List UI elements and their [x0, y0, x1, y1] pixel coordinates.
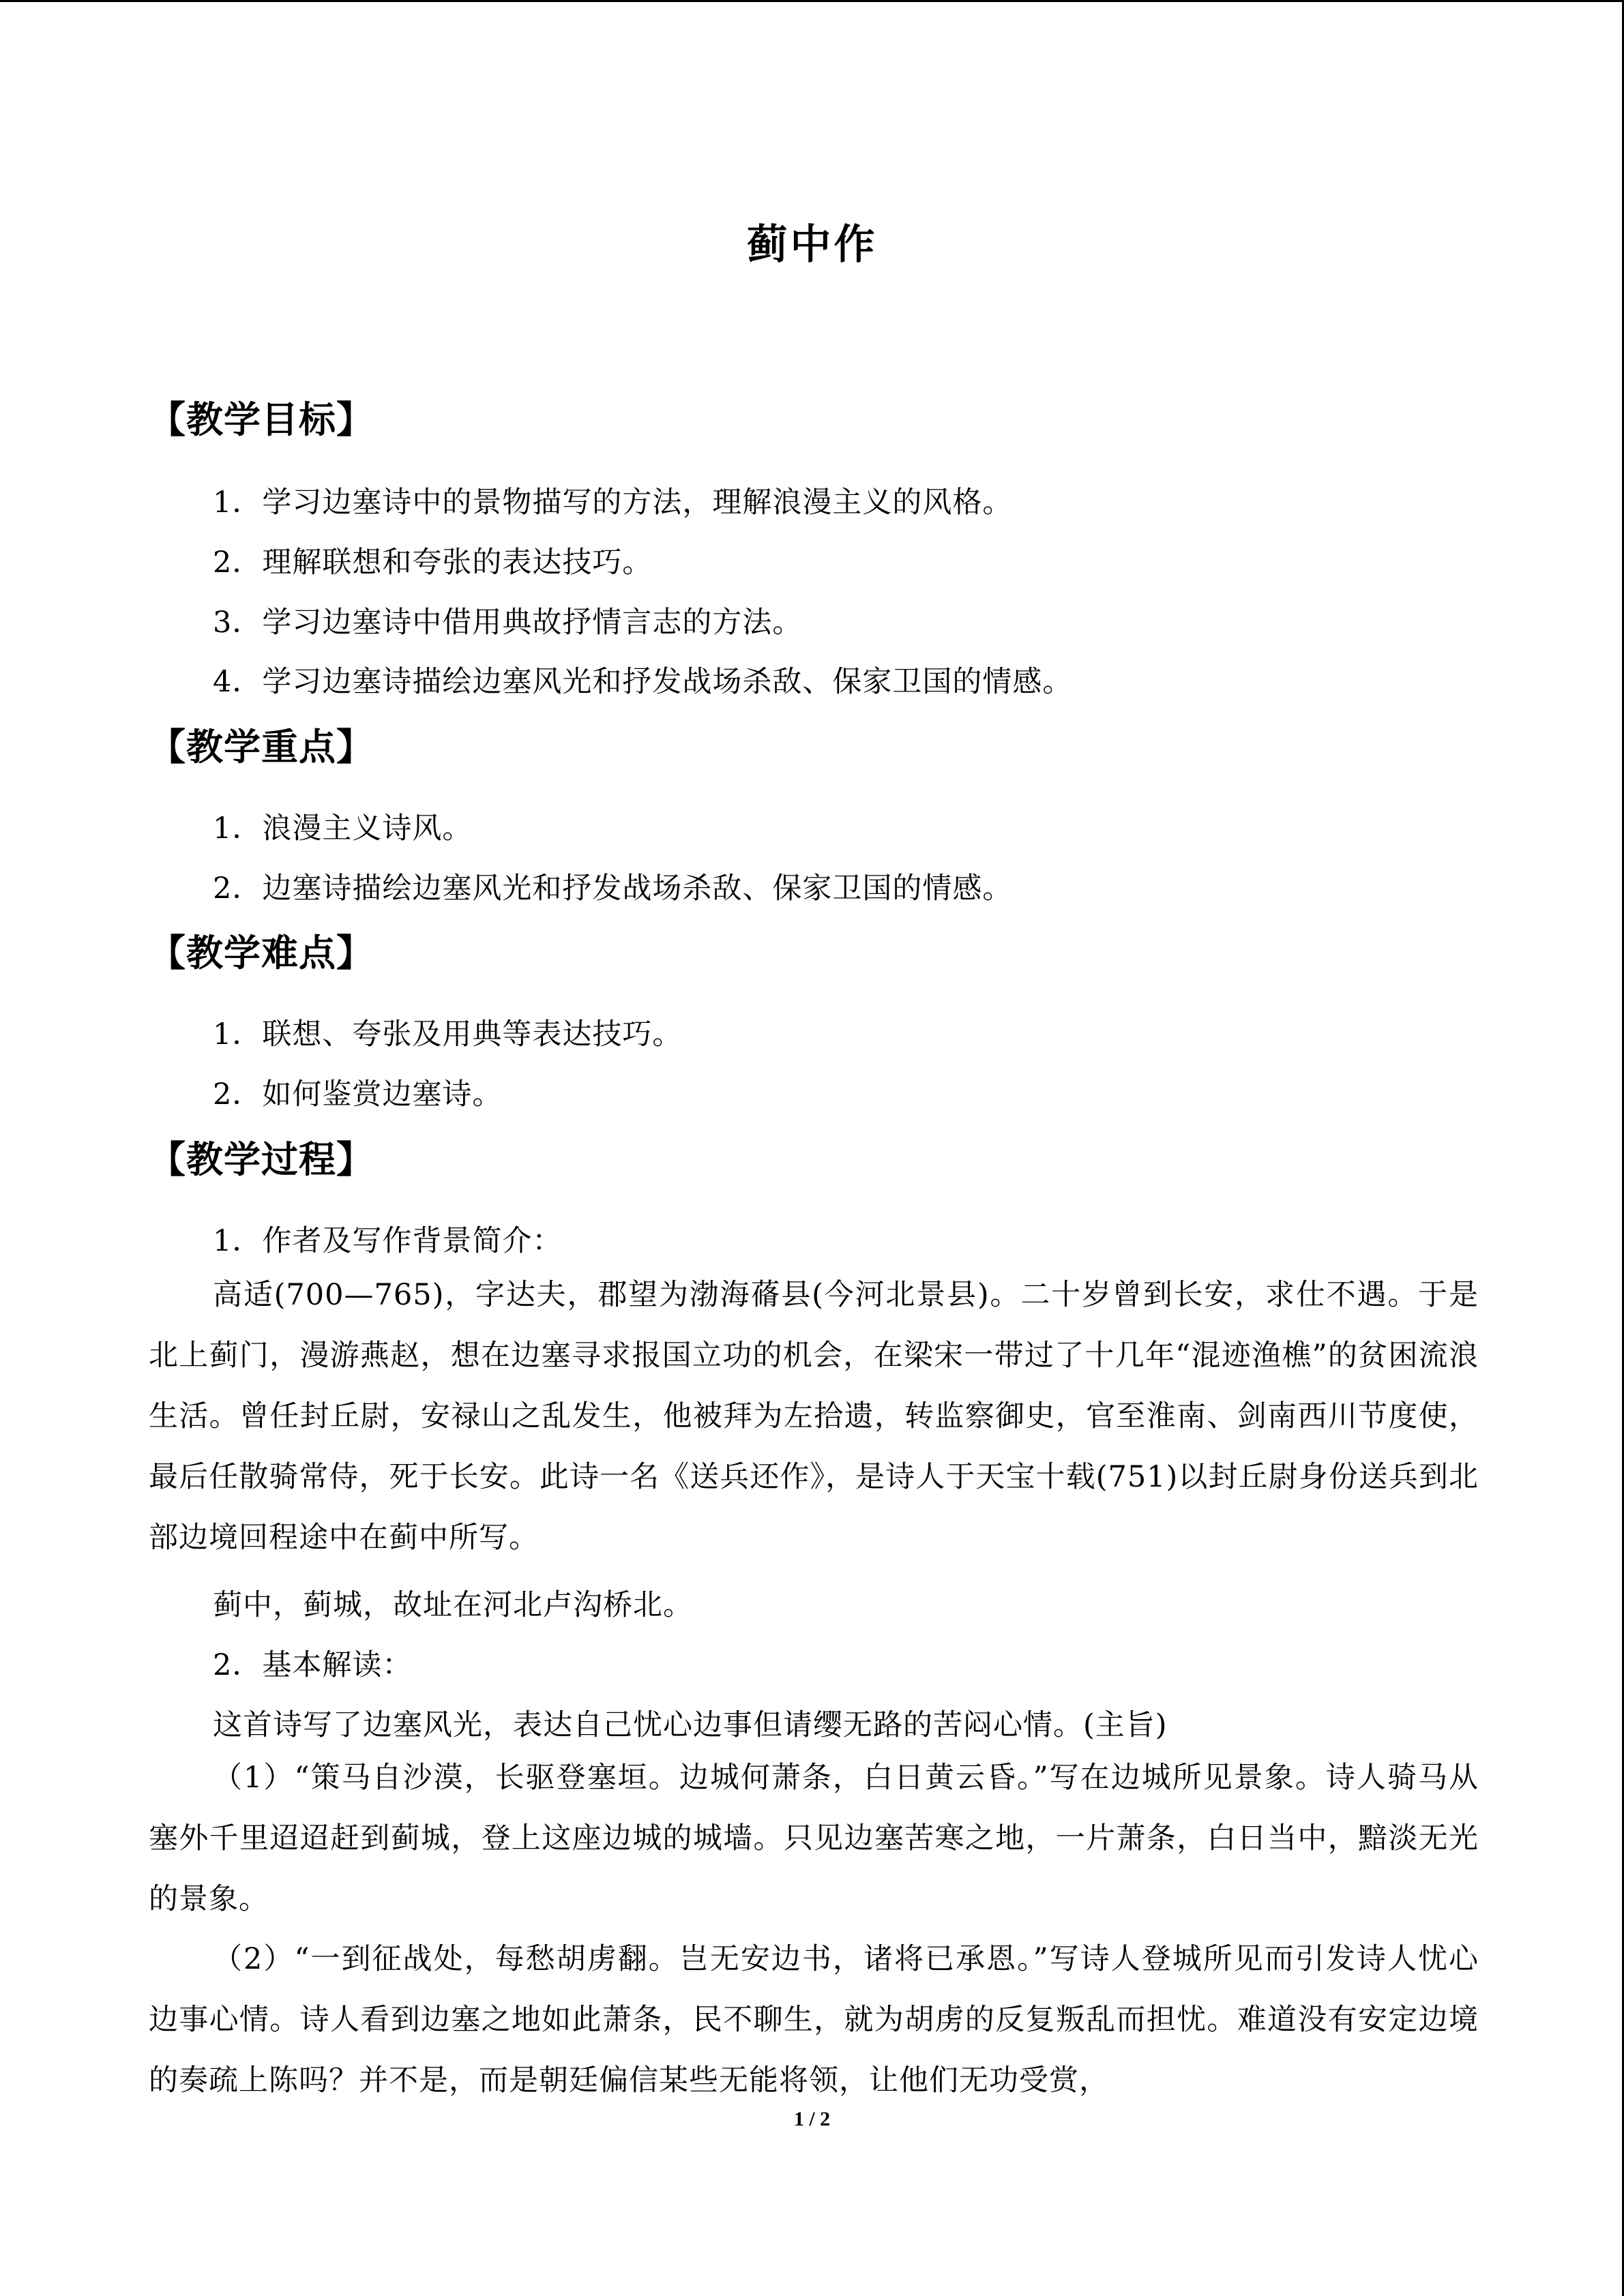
- heading-difficulties: 【教学难点】: [149, 931, 374, 974]
- place-note: 蓟中，蓟城，故址在河北卢沟桥北。: [213, 1588, 693, 1622]
- goal-item: 4．学习边塞诗描绘边塞风光和抒发战场杀敌、保家卫国的情感。: [213, 665, 1073, 699]
- analysis-paragraph-1: （1）“策马自沙漠，长驱登塞垣。边城何萧条，白日黄云昏。”写在边城所见景象。诗人骑马从塞外千里迢迢赶到蓟城，登上这座边城的城墙。只见边塞苦寒之地，一片萧条，白日当中，黯淡无光的景象。: [149, 1761, 1479, 1916]
- difficulty-item: 2．如何鉴赏边塞诗。: [213, 1077, 503, 1112]
- key-point-item: 2．边塞诗描绘边塞风光和抒发战场杀敌、保家卫国的情感。: [213, 871, 1013, 906]
- goal-item: 1．学习边塞诗中的景物描写的方法，理解浪漫主义的风格。: [213, 486, 1013, 520]
- author-bio-paragraph: 高适(700—765)，字达夫，郡望为渤海蓨县(今河北景县)。二十岁曾到长安，求仕不遇。于是北上蓟门，漫游燕赵，想在边塞寻求报国立功的机会，在梁宋一带过了十几年“混迹渔樵”的贫困流浪生活。曾任封丘尉，安禄山之乱发生，他被拜为左拾遗，转监察御史，官至淮南、剑南西川节度使，最后任散骑常侍，死于长安。此诗一名《送兵还作》，是诗人于天宝十载(751)以封丘尉身份送兵到北部边境回程途中在蓟中所写。: [149, 1278, 1479, 1555]
- difficulty-item: 1．联想、夸张及用典等表达技巧。: [213, 1017, 683, 1052]
- heading-teaching-process: 【教学过程】: [149, 1138, 374, 1181]
- page-title: 蓟中作: [746, 221, 878, 269]
- process-step-2: 2．基本解读：: [213, 1648, 413, 1682]
- goal-item: 3．学习边塞诗中借用典故抒情言志的方法。: [213, 606, 803, 640]
- heading-key-points: 【教学重点】: [149, 726, 374, 769]
- theme-statement: 这首诗写了边塞风光，表达自己忧心边事但请缨无路的苦闷心情。(主旨): [213, 1708, 1168, 1742]
- process-step-1: 1．作者及写作背景简介：: [213, 1224, 563, 1258]
- heading-teaching-goals: 【教学目标】: [149, 398, 374, 441]
- analysis-paragraph-2: （2）“一到征战处，每愁胡虏翻。岂无安边书，诸将已承恩。”写诗人登城所见而引发诗人忧心边事心情。诗人看到边塞之地如此萧条，民不聊生，就为胡虏的反复叛乱而担忧。难道没有安定边境的奏疏上陈吗？并不是，而是朝廷偏信某些无能将领，让他们无功受赏，: [149, 1942, 1479, 2098]
- key-point-item: 1．浪漫主义诗风。: [213, 811, 473, 846]
- goal-item: 2．理解联想和夸张的表达技巧。: [213, 546, 653, 580]
- page-number: 1 / 2: [793, 2108, 831, 2130]
